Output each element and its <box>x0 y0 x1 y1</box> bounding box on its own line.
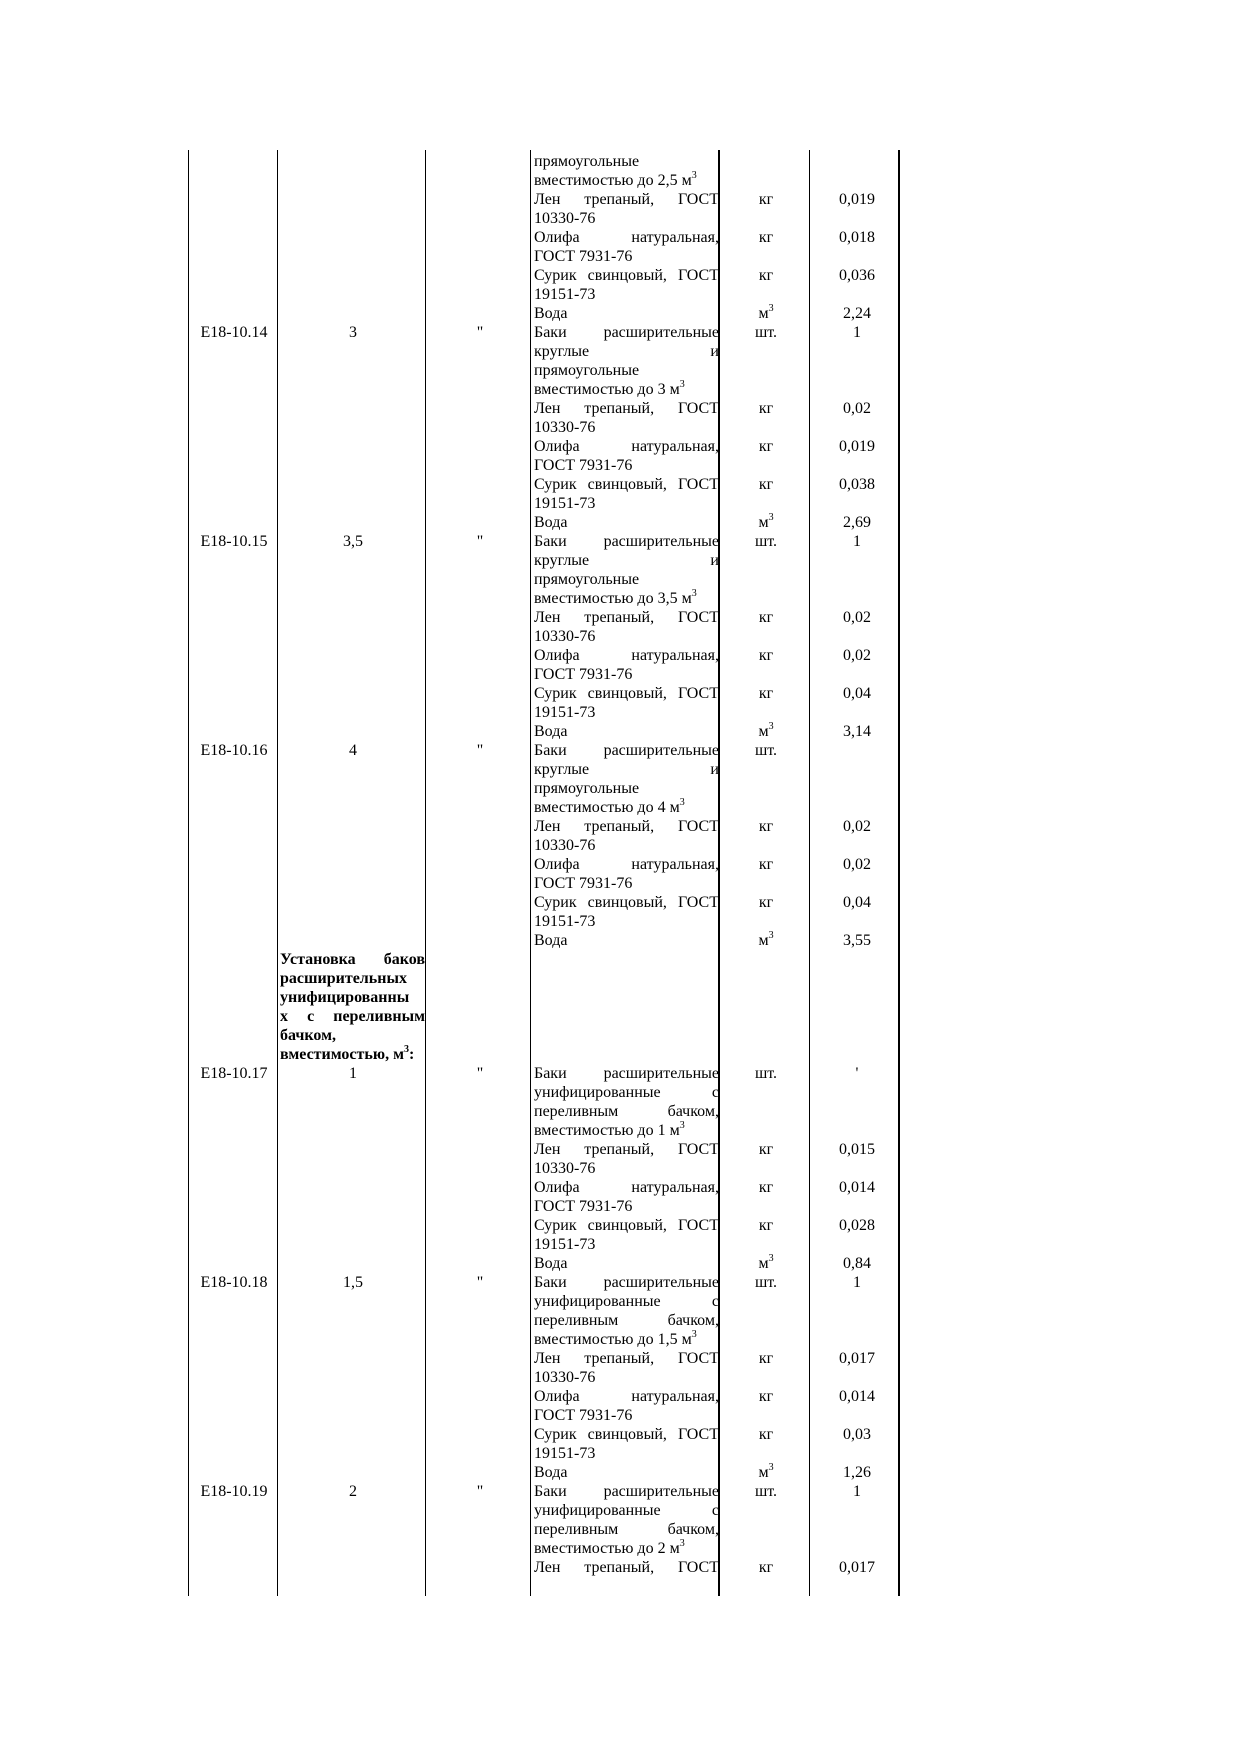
material-cell <box>534 1216 719 1254</box>
material-line: Сурик свинцовый, ГОСТ <box>534 476 719 493</box>
material-line: прямоугольные <box>534 571 640 588</box>
ditto-mark: " <box>476 1065 484 1082</box>
quantity-cell: 0,84 <box>843 1255 871 1272</box>
table-border-left <box>188 150 189 1596</box>
unit-cell: кг <box>758 856 774 873</box>
material-cell <box>534 1178 719 1216</box>
quantity-cell: 1 <box>853 324 861 341</box>
unit-cell: $м^3$ <box>758 930 774 949</box>
material-line: унифицированные с <box>534 1084 719 1101</box>
material-cell <box>534 532 719 608</box>
norm-code: Е18-10.14 <box>200 324 268 341</box>
material-cell <box>534 817 719 855</box>
quantity-cell: 1 <box>853 1483 861 1500</box>
quantity-cell: 0,017 <box>839 1559 875 1576</box>
quantity-cell: ' <box>855 1065 859 1082</box>
superscript-3: 3 <box>768 721 774 732</box>
material-line: ГОСТ 7931-76 <box>534 1407 633 1424</box>
material-line: вместимостью до 3 $м^3$ <box>534 379 685 398</box>
material-line: вместимостью до 1,5 $м^3$ <box>534 1329 697 1348</box>
material-line: ГОСТ 7931-76 <box>534 457 633 474</box>
unit-cell: кг <box>758 1179 774 1196</box>
material-cell <box>534 722 719 741</box>
material-line: 19151-73 <box>534 286 596 303</box>
section-heading <box>280 950 425 1064</box>
material-line: прямоугольные <box>534 362 640 379</box>
unit-cell: $м^3$ <box>758 303 774 322</box>
material-line: Сурик свинцовый, ГОСТ <box>534 894 719 911</box>
material-line: ГОСТ 7931-76 <box>534 875 633 892</box>
material-cell <box>534 1482 719 1558</box>
material-cell <box>534 646 719 684</box>
material-cell <box>534 855 719 893</box>
material-line: Вода <box>534 514 568 531</box>
norm-code: Е18-10.17 <box>200 1065 268 1082</box>
unit-cell: кг <box>758 1388 774 1405</box>
material-line: Олифа натуральная, <box>534 1388 719 1405</box>
quantity-cell: 0,02 <box>843 856 871 873</box>
material-line: переливным бачком, <box>534 1103 719 1120</box>
material-line: 10330-76 <box>534 1369 596 1386</box>
quantity-cell: 2,24 <box>843 305 871 322</box>
material-line: прямоугольные <box>534 153 640 170</box>
unit-cell: кг <box>758 1141 774 1158</box>
unit-cell: шт. <box>754 533 778 550</box>
material-cell <box>534 1463 719 1482</box>
unit-cell: кг <box>758 818 774 835</box>
material-cell <box>534 684 719 722</box>
quantity-cell: 2,69 <box>843 514 871 531</box>
quantity-cell: 3,14 <box>843 723 871 740</box>
material-line: Баки расширительные <box>534 742 719 759</box>
quantity-cell: 0,04 <box>843 685 871 702</box>
ditto-mark: " <box>476 1483 484 1500</box>
ditto-mark: " <box>476 324 484 341</box>
material-line: 10330-76 <box>534 210 596 227</box>
quantity-cell: 0,019 <box>839 191 875 208</box>
material-line: Сурик свинцовый, ГОСТ <box>534 685 719 702</box>
material-line: Лен трепаный, ГОСТ <box>534 1141 719 1158</box>
superscript-3: 3 <box>679 379 685 390</box>
unit-cell: шт. <box>754 1483 778 1500</box>
material-line: вместимостью до 3,5 $м^3$ <box>534 588 697 607</box>
unit-cell: кг <box>758 1559 774 1576</box>
material-line: Баки расширительные <box>534 1065 719 1082</box>
material-line: переливным бачком, <box>534 1312 719 1329</box>
material-cell <box>534 1254 719 1273</box>
material-line: Сурик свинцовый, ГОСТ <box>534 267 719 284</box>
column-divider <box>425 150 426 1596</box>
material-cell <box>534 1425 719 1463</box>
material-line: круглые и <box>534 343 719 360</box>
quantity-cell: 0,038 <box>839 476 875 493</box>
material-line: переливным бачком, <box>534 1521 719 1538</box>
capacity-value: 2 <box>349 1483 357 1500</box>
material-cell <box>534 266 719 304</box>
quantity-cell: 0,017 <box>839 1350 875 1367</box>
material-line: 10330-76 <box>534 419 596 436</box>
unit-cell: кг <box>758 476 774 493</box>
ditto-mark: " <box>476 533 484 550</box>
material-cell <box>534 931 719 950</box>
quantity-cell: 0,036 <box>839 267 875 284</box>
material-line: 10330-76 <box>534 628 596 645</box>
material-line: Олифа натуральная, <box>534 1179 719 1196</box>
quantity-cell: 0,04 <box>843 894 871 911</box>
unit-cell: $м^3$ <box>758 721 774 740</box>
material-cell <box>534 152 719 190</box>
material-line: Лен трепаный, ГОСТ <box>534 400 719 417</box>
norm-code: Е18-10.19 <box>200 1483 268 1500</box>
superscript-3: 3 <box>768 1462 774 1473</box>
material-line: 19151-73 <box>534 1236 596 1253</box>
material-line: 19151-73 <box>534 913 596 930</box>
unit-cell: кг <box>758 685 774 702</box>
material-line: Лен трепаный, ГОСТ <box>534 609 719 626</box>
material-line: Вода <box>534 305 568 322</box>
heading-line: расширительных <box>280 970 407 987</box>
material-cell <box>534 1064 719 1140</box>
heading-line: х с переливным <box>280 1008 425 1025</box>
material-line: прямоугольные <box>534 780 640 797</box>
superscript-3: 3 <box>679 1120 685 1131</box>
material-cell <box>534 304 719 323</box>
material-line: ГОСТ 7931-76 <box>534 666 633 683</box>
superscript-3: 3 <box>403 1044 409 1055</box>
material-cell <box>534 513 719 532</box>
material-line: Сурик свинцовый, ГОСТ <box>534 1426 719 1443</box>
capacity-value: 1 <box>349 1065 357 1082</box>
material-line: 10330-76 <box>534 837 596 854</box>
material-cell <box>534 190 719 228</box>
unit-cell: кг <box>758 400 774 417</box>
material-cell <box>534 1273 719 1349</box>
norm-code: Е18-10.15 <box>200 533 268 550</box>
superscript-3: 3 <box>691 588 697 599</box>
material-line: Лен трепаный, ГОСТ <box>534 1559 719 1576</box>
material-line: круглые и <box>534 552 719 569</box>
heading-line: унифицированны <box>280 989 410 1006</box>
heading-line: Установка баков <box>280 951 425 968</box>
norm-code: Е18-10.16 <box>200 742 268 759</box>
unit-cell: кг <box>758 894 774 911</box>
quantity-cell: 0,02 <box>843 818 871 835</box>
unit-cell: $м^3$ <box>758 512 774 531</box>
material-line: 10330-76 <box>534 1160 596 1177</box>
material-line: Вода <box>534 723 568 740</box>
material-line: Вода <box>534 1255 568 1272</box>
superscript-3: 3 <box>691 170 697 181</box>
norm-code: Е18-10.18 <box>200 1274 268 1291</box>
superscript-3: 3 <box>768 303 774 314</box>
quantity-cell: 1,26 <box>843 1464 871 1481</box>
material-cell <box>534 475 719 513</box>
material-cell <box>534 1349 719 1387</box>
material-line: Баки расширительные <box>534 324 719 341</box>
quantity-cell: 0,015 <box>839 1141 875 1158</box>
material-cell <box>534 741 719 817</box>
quantity-cell: 0,02 <box>843 647 871 664</box>
quantity-cell: 3,55 <box>843 932 871 949</box>
unit-cell: кг <box>758 229 774 246</box>
material-line: вместимостью до 1 $м^3$ <box>534 1120 685 1139</box>
quantity-cell: 0,014 <box>839 1179 875 1196</box>
material-cell <box>534 323 719 399</box>
quantity-cell: 1 <box>853 533 861 550</box>
material-line: Вода <box>534 932 568 949</box>
material-line: Лен трепаный, ГОСТ <box>534 191 719 208</box>
material-line: вместимостью до 2 $м^3$ <box>534 1538 685 1557</box>
material-line: Баки расширительные <box>534 1483 719 1500</box>
superscript-3: 3 <box>768 930 774 941</box>
unit-cell: шт. <box>754 742 778 759</box>
material-line: Вода <box>534 1464 568 1481</box>
unit-cell: кг <box>758 191 774 208</box>
material-cell <box>534 228 719 266</box>
material-line: 19151-73 <box>534 704 596 721</box>
material-cell <box>534 399 719 437</box>
quantity-cell: 0,02 <box>843 400 871 417</box>
capacity-value: 3 <box>349 324 357 341</box>
material-line: Сурик свинцовый, ГОСТ <box>534 1217 719 1234</box>
material-line: Баки расширительные <box>534 1274 719 1291</box>
material-line: Лен трепаный, ГОСТ <box>534 1350 719 1367</box>
material-line: Баки расширительные <box>534 533 719 550</box>
material-cell <box>534 1558 719 1577</box>
material-line: вместимостью до 2,5 $м^3$ <box>534 170 697 189</box>
quantity-cell: 1 <box>853 1274 861 1291</box>
quantity-cell: 0,03 <box>843 1426 871 1443</box>
material-cell <box>534 1387 719 1425</box>
material-line: круглые и <box>534 761 719 778</box>
unit-cell: кг <box>758 1426 774 1443</box>
unit-cell: $м^3$ <box>758 1462 774 1481</box>
superscript-3: 3 <box>768 512 774 523</box>
quantity-cell: 0,018 <box>839 229 875 246</box>
unit-cell: кг <box>758 438 774 455</box>
column-divider <box>530 150 531 1596</box>
unit-cell: шт. <box>754 1274 778 1291</box>
material-cell <box>534 437 719 475</box>
superscript-3: 3 <box>768 1253 774 1264</box>
material-line: Олифа натуральная, <box>534 856 719 873</box>
unit-cell: кг <box>758 1350 774 1367</box>
material-cell <box>534 1140 719 1178</box>
superscript-3: 3 <box>691 1329 697 1340</box>
material-line: Олифа натуральная, <box>534 229 719 246</box>
capacity-value: 3,5 <box>343 533 363 550</box>
material-line: унифицированные с <box>534 1502 719 1519</box>
column-divider <box>277 150 278 1596</box>
superscript-3: 3 <box>679 1538 685 1549</box>
material-line: 19151-73 <box>534 1445 596 1462</box>
material-line: Олифа натуральная, <box>534 647 719 664</box>
material-cell <box>534 608 719 646</box>
quantity-cell: 0,019 <box>839 438 875 455</box>
material-line: вместимостью до 4 $м^3$ <box>534 797 685 816</box>
material-line: 19151-73 <box>534 495 596 512</box>
ditto-mark: " <box>476 742 484 759</box>
material-line: ГОСТ 7931-76 <box>534 1198 633 1215</box>
unit-cell: кг <box>758 647 774 664</box>
quantity-cell: 0,014 <box>839 1388 875 1405</box>
unit-cell: шт. <box>754 324 778 341</box>
quantity-cell: 0,028 <box>839 1217 875 1234</box>
heading-line: вместимостью, $м^3$: <box>280 1044 415 1063</box>
heading-line: бачком, <box>280 1027 336 1044</box>
material-line: унифицированные с <box>534 1293 719 1310</box>
unit-cell: кг <box>758 609 774 626</box>
material-line: Лен трепаный, ГОСТ <box>534 818 719 835</box>
capacity-value: 1,5 <box>343 1274 363 1291</box>
superscript-3: 3 <box>679 797 685 808</box>
unit-cell: шт. <box>754 1065 778 1082</box>
material-line: Олифа натуральная, <box>534 438 719 455</box>
unit-cell: $м^3$ <box>758 1253 774 1272</box>
unit-cell: кг <box>758 267 774 284</box>
unit-cell: кг <box>758 1217 774 1234</box>
material-line: ГОСТ 7931-76 <box>534 248 633 265</box>
ditto-mark: " <box>476 1274 484 1291</box>
capacity-value: 4 <box>349 742 357 759</box>
quantity-cell: 0,02 <box>843 609 871 626</box>
material-cell <box>534 893 719 931</box>
